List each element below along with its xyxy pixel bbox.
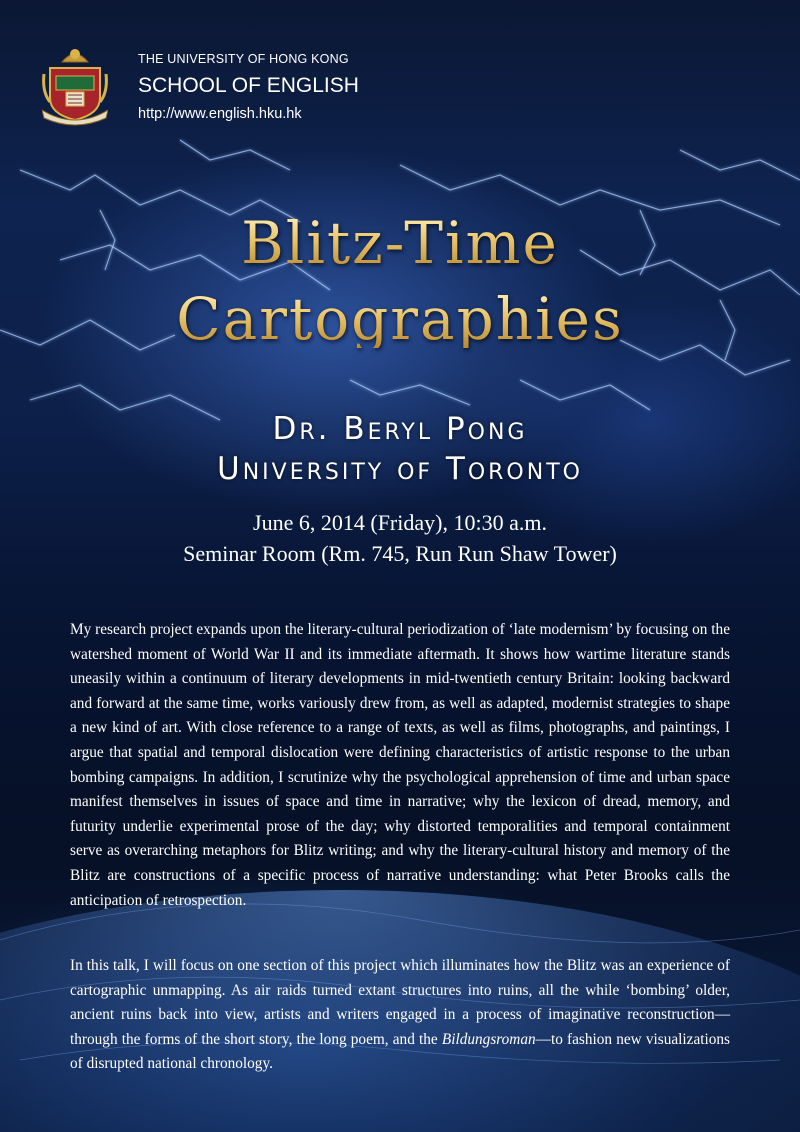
event-title-line-1: Blitz-Time [0, 214, 800, 272]
event-datetime: June 6, 2014 (Friday), 10:30 a.m. [253, 510, 547, 535]
school-name: SCHOOL OF ENGLISH [138, 74, 359, 97]
abstract-paragraph-2 [70, 954, 730, 1077]
header [42, 40, 362, 130]
university-crest-icon [42, 40, 108, 126]
university-name: THE UNIVERSITY OF HONG KONG [138, 52, 349, 66]
speaker-name: Dr. Beryl Pong [272, 411, 528, 447]
school-url[interactable]: http://www.english.hku.hk [138, 106, 302, 122]
event-title-line-2: Cartographies [0, 290, 800, 348]
abstract-paragraph-2-end: —to fashion new visualizations of disrupted national chronology. [70, 1030, 730, 1073]
event-venue: Seminar Room (Rm. 745, Run Run Shaw Tower) [183, 541, 617, 566]
speaker-affiliation: University of Toronto [217, 451, 583, 487]
abstract-paragraph-1: My research project expands upon the literary-cultural periodization of ‘late modernism’ by focusing on the watershed moment of World War II and its immediate aftermath. It shows how wartime literature stands uneasily within a continuum of literary developments in mid-twentieth century Britain: looking backward and forward at the same time, works variously drew from, as well as adapted, modernist strategies to shape a new kind of art. With close reference to a range of texts, as well as films, photographs, and paintings, I argue that spatial and temporal dislocation were defining characteristics of artistic response to the urban bombing campaigns. In addition, I scrutinize why the psychological apprehension of time and urban space manifest themselves in issues of space and time in narrative; why the lexicon of dread, memory, and futurity underlie experimental prose of the day; why distorted temporalities and temporal containment serve as overarching metaphors for Blitz writing; and why the literary-cultural history and memory of the Blitz are constructions of a specific process of narrative understanding: what Peter Brooks calls the anticipation of retrospection. [70, 621, 730, 909]
abstract-paragraph-2-start: In this talk, I will focus on one section of this project which illuminates how the Blitz was an experience of cartographic unmapping. As air raids turned extant structures into ruins, all the while ‘bombing’ older, ancient ruins back into view, artists and writers engaged in a process of imaginative reconstruction—through the forms of the short story, the long poem, and the [70, 957, 730, 1048]
abstract-italic-term: Bildungsroman [441, 1030, 536, 1048]
